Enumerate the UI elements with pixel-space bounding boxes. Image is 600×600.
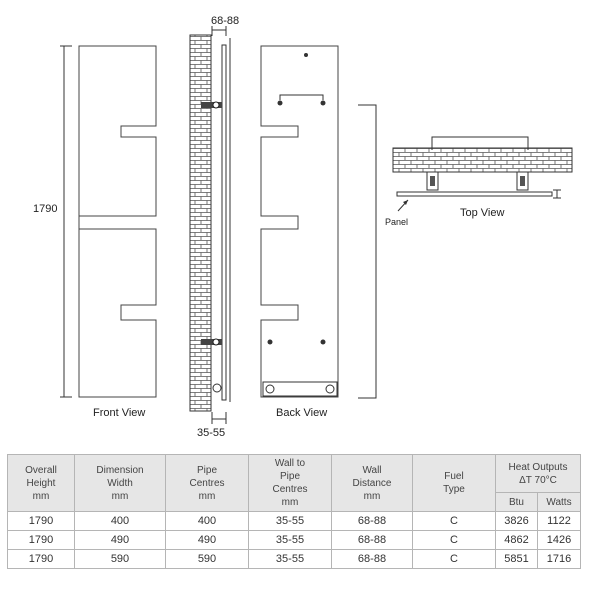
cell-fuel-type: C [413, 512, 496, 531]
cell-dimension-width: 490 [75, 531, 166, 550]
cell-pipe-centres: 490 [166, 531, 249, 550]
cell-wall-distance: 68-88 [332, 512, 413, 531]
table-row [8, 512, 581, 531]
header-pipe-centres: Pipe Centres mm [166, 455, 249, 512]
height-dimension-label: 1790 [33, 203, 58, 215]
cell-overall-height: 1790 [8, 512, 75, 531]
table-row [8, 550, 581, 569]
back-view-label: Back View [276, 407, 328, 419]
panel-label: Panel [385, 217, 409, 227]
cell-wall-to-pipe-centres: 35-55 [249, 550, 332, 569]
cell-wall-to-pipe-centres: 35-55 [249, 531, 332, 550]
top-view [385, 137, 572, 227]
top-view-label: Top View [460, 207, 505, 219]
cell-wall-distance: 68-88 [332, 550, 413, 569]
cell-watts: 1426 [537, 531, 580, 550]
header-heat-outputs: Heat Outputs ΔT 70°C [496, 455, 581, 493]
cell-wall-distance: 68-88 [332, 531, 413, 550]
cell-wall-to-pipe-centres: 35-55 [249, 512, 332, 531]
cell-dimension-width: 400 [75, 512, 166, 531]
cell-btu: 4862 [496, 531, 538, 550]
cell-btu: 5851 [496, 550, 538, 569]
cell-pipe-centres: 400 [166, 512, 249, 531]
cell-overall-height: 1790 [8, 531, 75, 550]
header-wall-to-pipe-centres: Wall to Pipe Centres mm [249, 455, 332, 512]
wall-distance-label: 68-88 [211, 15, 240, 27]
header-overall-height: Overall Height mm [8, 455, 75, 512]
header-wall-distance: Wall Distance mm [332, 455, 413, 512]
table-header-row [8, 455, 581, 493]
header-dimension-width: Dimension Width mm [75, 455, 166, 512]
cell-fuel-type: C [413, 550, 496, 569]
cell-fuel-type: C [413, 531, 496, 550]
cell-dimension-width: 590 [75, 550, 166, 569]
back-view [261, 46, 376, 419]
cell-pipe-centres: 590 [166, 550, 249, 569]
pipe-centres-label: 35-55 [197, 427, 226, 439]
specification-table [7, 454, 581, 569]
table-row [8, 531, 581, 550]
cell-watts: 1716 [537, 550, 580, 569]
header-btu: Btu [496, 493, 538, 512]
cell-watts: 1122 [537, 512, 580, 531]
front-view-label: Front View [93, 407, 146, 419]
header-fuel-type: Fuel Type [413, 455, 496, 512]
side-view [190, 15, 239, 439]
cell-btu: 3826 [496, 512, 538, 531]
cell-overall-height: 1790 [8, 550, 75, 569]
header-watts: Watts [537, 493, 580, 512]
front-view [33, 46, 156, 419]
